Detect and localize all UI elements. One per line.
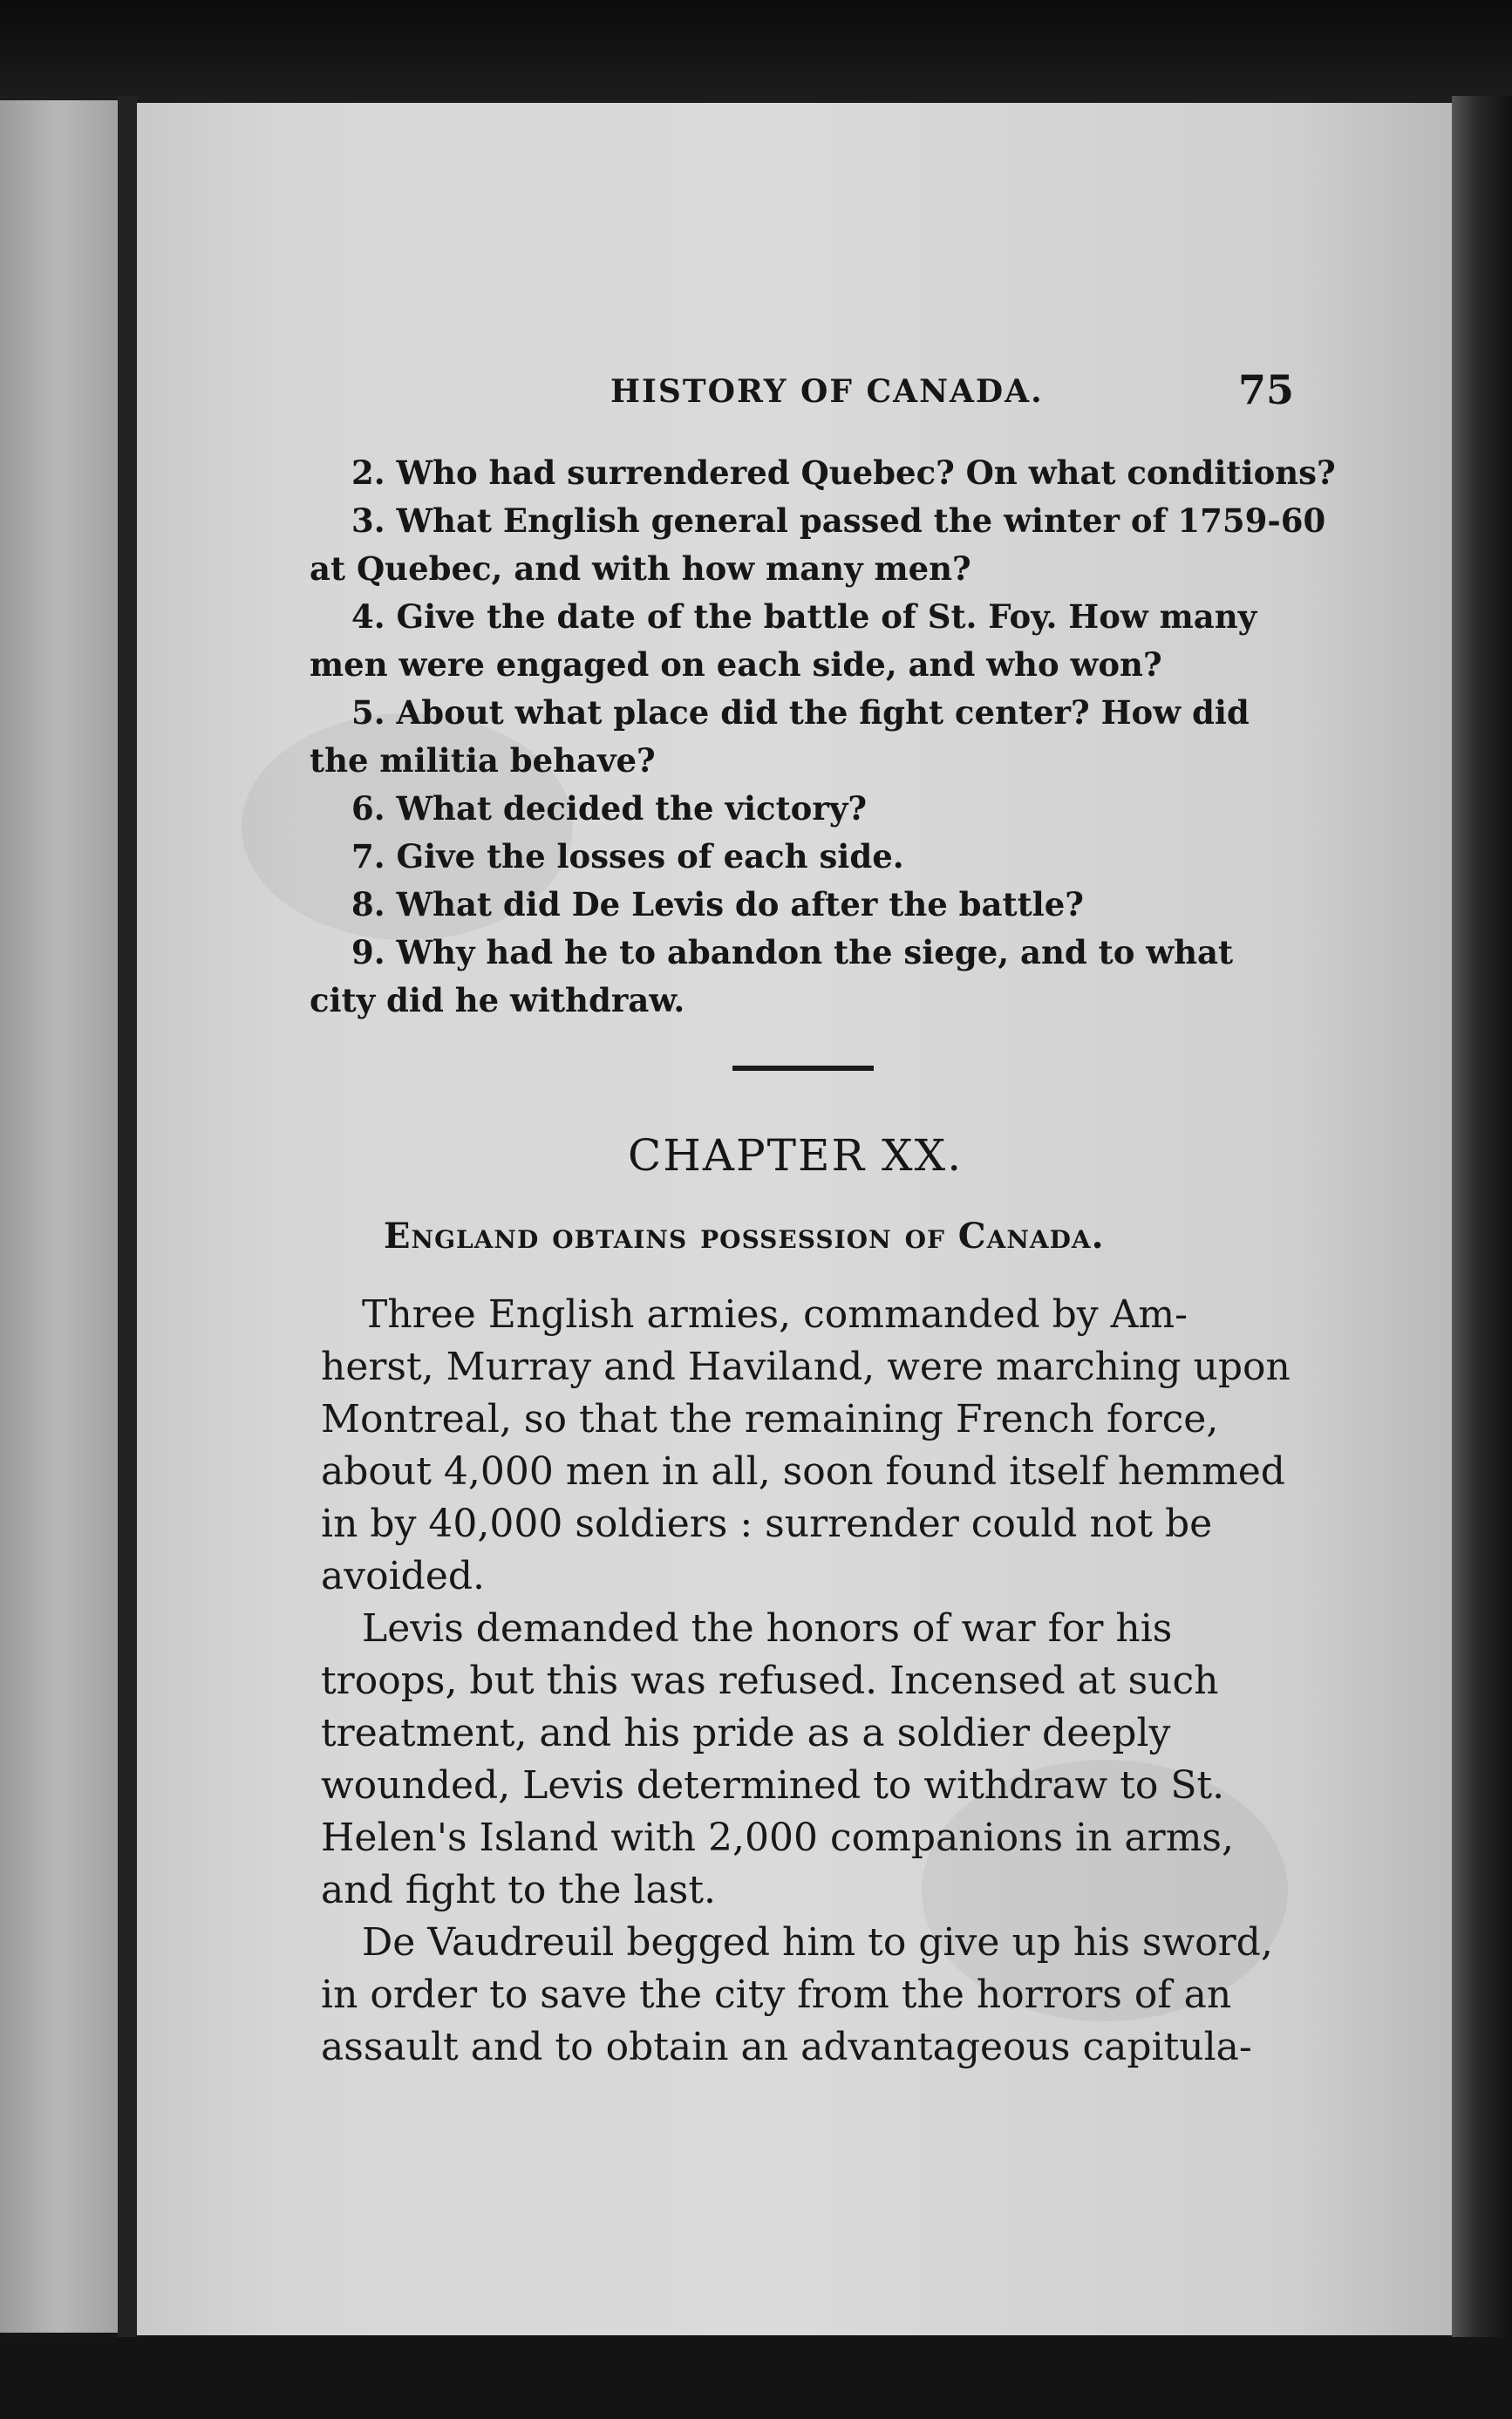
body-line: herst, Murray and Haviland, were marching upon xyxy=(321,1345,1291,1389)
question-2 xyxy=(310,449,1336,497)
question-8 xyxy=(310,881,1286,929)
body-line: avoided. xyxy=(321,1554,486,1598)
chapter-subtitle: England obtains possession of Canada. xyxy=(384,1216,1105,1257)
question-5 xyxy=(310,689,1286,785)
question-3 xyxy=(310,497,1326,593)
question-4 xyxy=(310,593,1286,689)
facing-page-edge xyxy=(0,100,118,2333)
page-number: 75 xyxy=(1238,366,1295,413)
question-line: the militia behave? xyxy=(310,741,656,780)
question-line: men were engaged on each side, and who won? xyxy=(310,645,1162,684)
question-6 xyxy=(310,785,1286,833)
scan-top-border xyxy=(0,0,1512,105)
question-line: 6. What decided the victory? xyxy=(351,789,868,828)
question-line: 8. What did De Levis do after the battle? xyxy=(351,885,1084,923)
scan-right-border xyxy=(1452,96,1512,2419)
question-line: 7. Give the losses of each side. xyxy=(351,837,904,876)
body-line: Montreal, so that the remaining French force, xyxy=(321,1397,1219,1441)
scan-bottom-border xyxy=(0,2337,1512,2419)
body-line: treatment, and his pride as a soldier deeply xyxy=(321,1711,1171,1755)
question-line: 4. Give the date of the battle of St. Foy. How many xyxy=(351,597,1257,636)
running-head-title: HISTORY OF CANADA. xyxy=(610,373,1044,410)
question-line: city did he withdraw. xyxy=(310,981,685,1019)
section-divider xyxy=(732,1066,874,1071)
question-line: at Quebec, and with how many men? xyxy=(310,549,971,588)
body-line: De Vaudreuil begged him to give up his sword, xyxy=(362,1920,1273,1965)
body-line: troops, but this was refused. Incensed at such xyxy=(321,1659,1219,1703)
body-line: in by 40,000 soldiers : surrender could not be xyxy=(321,1502,1213,1546)
body-line: Three English armies, commanded by Am- xyxy=(362,1292,1188,1337)
question-7 xyxy=(310,833,1286,881)
body-line: about 4,000 men in all, soon found itself hemmed xyxy=(321,1449,1285,1494)
question-line: 2. Who had surrendered Quebec? On what conditions? xyxy=(351,453,1336,492)
question-line: 9. Why had he to abandon the siege, and to what xyxy=(351,933,1234,971)
body-line: in order to save the city from the horrors of an xyxy=(321,1973,1232,2017)
body-line: Levis demanded the honors of war for his xyxy=(362,1606,1173,1651)
question-line: 3. What English general passed the winter of 1759-60 xyxy=(351,501,1326,540)
body-line: assault and to obtain an advantageous capitula- xyxy=(321,2025,1252,2069)
body-line: wounded, Levis determined to withdraw to St. xyxy=(321,1763,1225,1808)
question-9 xyxy=(310,929,1286,1025)
question-line: 5. About what place did the fight center? How did xyxy=(351,693,1250,732)
body-line: and fight to the last. xyxy=(321,1868,716,1912)
body-line: Helen's Island with 2,000 companions in arms, xyxy=(321,1816,1234,1860)
book-binding xyxy=(118,96,137,2363)
chapter-heading: CHAPTER XX. xyxy=(628,1130,964,1181)
